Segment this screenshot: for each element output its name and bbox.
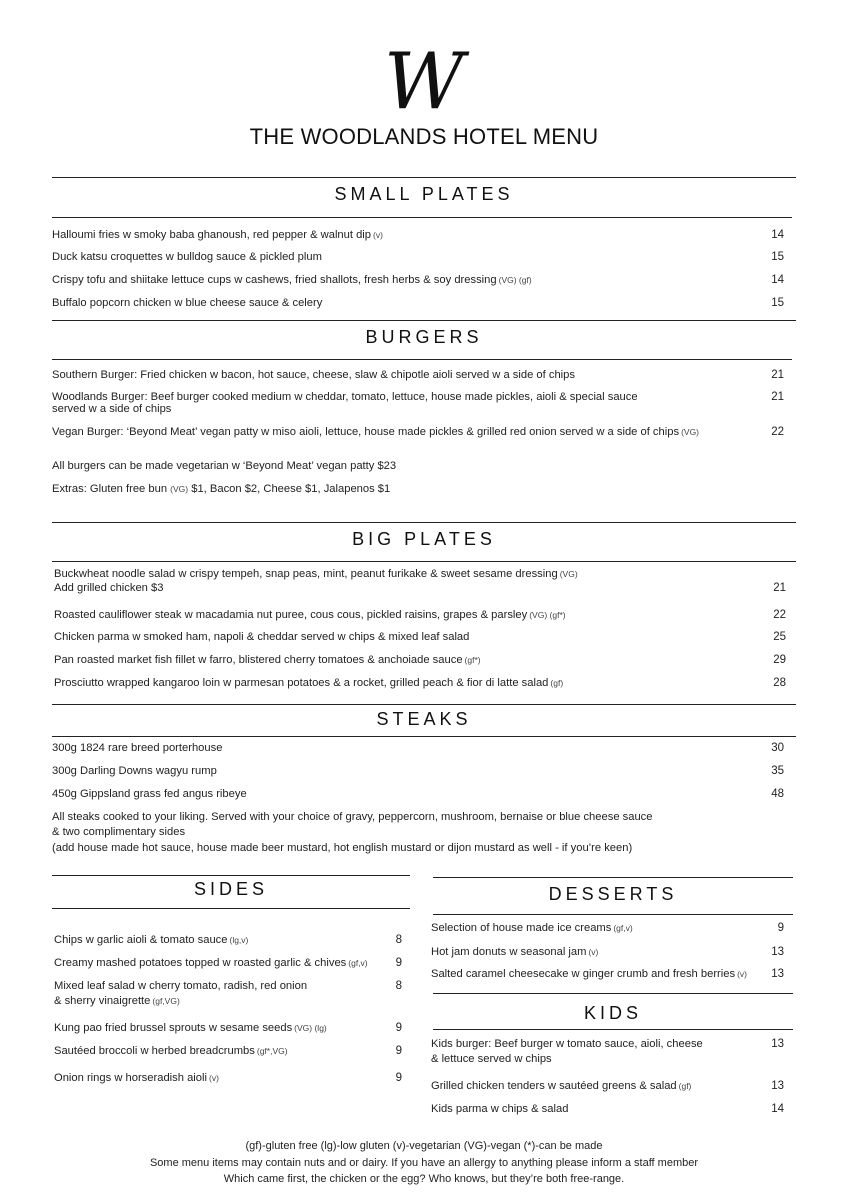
- menu-item: [431, 968, 747, 981]
- menu-item: [52, 229, 383, 242]
- item-price: 29: [773, 654, 786, 666]
- item-description: Buckwheat noodle salad w crispy tempeh, snap peas, mint, peanut furikake & sweet sesame dressing: [54, 568, 558, 580]
- divider: [52, 704, 796, 705]
- menu-item: [431, 1080, 691, 1093]
- menu-item: [431, 946, 598, 959]
- item-price: 8: [395, 980, 402, 992]
- item-description: Creamy mashed potatoes topped w roasted garlic & chives: [54, 957, 347, 969]
- menu-title: THE WOODLANDS HOTEL MENU: [249, 124, 599, 149]
- divider: [52, 875, 410, 876]
- item-description: Chips w garlic aioli & tomato sauce: [54, 934, 228, 946]
- menu-item: [54, 568, 578, 581]
- item-description-continued: [54, 995, 180, 1008]
- extras-text: $1, Bacon $2, Cheese $1, Jalapenos $1: [191, 483, 391, 495]
- steak-note: & two complimentary sides: [52, 826, 186, 838]
- divider: [433, 877, 793, 878]
- dietary-tags: (gf,v): [348, 958, 368, 968]
- menu-item: [54, 677, 563, 690]
- steak-note: All steaks cooked to your liking. Served with your choice of gravy, peppercorn, mushroom, bernaise or blue cheese sauce: [52, 811, 653, 823]
- item-price: 9: [395, 957, 402, 969]
- item-description: Southern Burger: Fried chicken w bacon, hot sauce, cheese, slaw & chipotle aioli served w a side of chips: [52, 369, 575, 381]
- item-description: Onion rings w horseradish aioli: [54, 1072, 207, 1084]
- menu-item: [52, 297, 322, 310]
- item-price: 9: [777, 922, 784, 934]
- item-description: 300g 1824 rare breed porterhouse: [52, 742, 223, 754]
- divider: [52, 320, 796, 321]
- dietary-tags: (gf*): [464, 655, 481, 665]
- item-price: 9: [395, 1022, 402, 1034]
- section-heading-burgers: BURGERS: [365, 327, 483, 347]
- item-price: 14: [771, 1103, 784, 1115]
- item-description: Sautéed broccoli w herbed breadcrumbs: [54, 1045, 255, 1057]
- item-price: 14: [771, 274, 784, 286]
- item-description: Grilled chicken tenders w sautéed greens & salad: [431, 1080, 677, 1092]
- section-heading-steaks: STEAKS: [376, 709, 472, 729]
- item-description: 450g Gippsland grass fed angus ribeye: [52, 788, 247, 800]
- dietary-tags: (VG) (gf*): [529, 610, 566, 620]
- item-description: Duck katsu croquettes w bulldog sauce & pickled plum: [52, 251, 322, 263]
- item-description: Hot jam donuts w seasonal jam: [431, 946, 587, 958]
- dietary-tags: (lg,v): [229, 935, 249, 945]
- item-description: Selection of house made ice creams: [431, 922, 612, 934]
- dietary-tags: (v): [373, 230, 383, 240]
- item-description-continued: & lettuce served w chips: [431, 1053, 552, 1065]
- item-price: 15: [771, 251, 784, 263]
- item-description: Chicken parma w smoked ham, napoli & cheddar served w chips & mixed leaf salad: [54, 631, 470, 643]
- menu-item: [52, 788, 247, 801]
- item-description: Vegan Burger: ‘Beyond Meat’ vegan patty w miso aioli, lettuce, house made pickles & grilled red onion served w a side of chips: [52, 426, 680, 438]
- item-description-continued: Add grilled chicken $3: [54, 582, 164, 594]
- menu-item: [54, 1022, 327, 1035]
- dietary-tags: (v): [737, 969, 748, 979]
- footer-tagline: Which came first, the chicken or the egg? Who knows, but they’re both free-range.: [223, 1173, 625, 1185]
- item-price: 28: [773, 677, 786, 689]
- dietary-tags: (gf,VG): [152, 996, 180, 1006]
- allergy-notice: Some menu items may contain nuts and or dairy. If you have an allergy to anything please inform a staff member: [149, 1157, 699, 1169]
- dietary-tags: (VG): [559, 569, 578, 579]
- menu-item: [52, 426, 699, 439]
- item-description: Salted caramel cheesecake w ginger crumb and fresh berries: [431, 968, 736, 980]
- dietary-tags: (v): [588, 947, 599, 957]
- burger-vegetarian-note: All burgers can be made vegetarian w ‘Beyond Meat’ vegan patty $23: [52, 460, 397, 472]
- menu-item: [431, 922, 633, 935]
- item-price: 9: [395, 1045, 402, 1057]
- section-heading-big-plates: BIG PLATES: [352, 529, 496, 549]
- steak-note: (add house made hot sauce, house made beer mustard, hot english mustard or dijon mustard as well - if you’re keen): [52, 842, 633, 854]
- item-price: 48: [771, 788, 784, 800]
- item-description: Kids burger: Beef burger w tomato sauce, aioli, cheese: [431, 1038, 703, 1050]
- item-price: 14: [771, 229, 784, 241]
- divider: [433, 1029, 793, 1030]
- section-heading-sides: SIDES: [193, 879, 269, 899]
- item-price: 13: [771, 1038, 784, 1050]
- item-description: 300g Darling Downs wagyu rump: [52, 765, 217, 777]
- item-price: 22: [773, 609, 786, 621]
- item-description: Pan roasted market fish fillet w farro, blistered cherry tomatoes & anchoiade sauce: [54, 654, 463, 666]
- menu-item: [54, 654, 481, 667]
- item-price: 21: [773, 582, 786, 594]
- menu-item: [54, 980, 307, 993]
- dietary-tags: (VG): [170, 484, 189, 494]
- divider: [52, 177, 796, 178]
- item-price: 30: [771, 742, 784, 754]
- extras-text: Extras: Gluten free bun: [52, 483, 168, 495]
- divider: [433, 993, 793, 994]
- menu-item: [54, 631, 469, 644]
- item-description: Halloumi fries w smoky baba ghanoush, red pepper & walnut dip: [52, 229, 372, 241]
- item-description: Crispy tofu and shiitake lettuce cups w cashews, fried shallots, fresh herbs & soy dressing: [52, 274, 497, 286]
- divider: [433, 914, 793, 915]
- item-price: 21: [771, 369, 784, 381]
- item-description: Mixed leaf salad w cherry tomato, radish, red onion: [54, 980, 308, 992]
- menu-item: [54, 1045, 288, 1058]
- item-description: Woodlands Burger: Beef burger cooked medium w cheddar, tomato, lettuce, house made pickles, aioli & special sauce: [52, 391, 638, 403]
- item-price: 21: [771, 391, 784, 403]
- menu-item: [54, 609, 566, 622]
- burger-extras-note: [52, 483, 390, 496]
- divider: [52, 561, 796, 562]
- item-description: & sherry vinaigrette: [54, 995, 151, 1007]
- item-description: Kung pao fried brussel sprouts w sesame seeds: [54, 1022, 293, 1034]
- menu-item: [54, 1072, 219, 1085]
- dietary-tags: (gf): [678, 1081, 692, 1091]
- item-price: 13: [771, 1080, 784, 1092]
- dietary-tags: (gf,v): [613, 923, 633, 933]
- item-price: 15: [771, 297, 784, 309]
- dietary-tags: (v): [208, 1073, 219, 1083]
- menu-item: [54, 934, 248, 947]
- section-heading-small-plates: SMALL PLATES: [334, 184, 514, 204]
- item-price: 22: [771, 426, 784, 438]
- item-price: 13: [771, 946, 784, 958]
- divider: [52, 736, 796, 737]
- item-description: Buffalo popcorn chicken w blue cheese sauce & celery: [52, 297, 323, 309]
- menu-item: [54, 957, 368, 970]
- menu-item: [52, 251, 322, 264]
- menu-item: [52, 742, 222, 755]
- menu-item: [431, 1103, 568, 1116]
- item-price: 25: [773, 631, 786, 643]
- item-price: 35: [771, 765, 784, 777]
- menu-item: [52, 765, 217, 778]
- dietary-tags: (VG): [681, 427, 700, 437]
- item-price: 13: [771, 968, 784, 980]
- divider: [52, 217, 792, 218]
- section-heading-desserts: DESSERTS: [548, 884, 678, 904]
- item-price: 9: [395, 1072, 402, 1084]
- dietary-tags: (VG) (gf): [498, 275, 532, 285]
- dietary-tags: (gf): [550, 678, 564, 688]
- section-heading-kids: KIDS: [583, 1003, 642, 1023]
- divider: [52, 522, 796, 523]
- divider: [52, 908, 410, 909]
- item-description-continued: served w a side of chips: [52, 403, 172, 415]
- dietary-tags: (gf*,VG): [256, 1046, 288, 1056]
- menu-item: [52, 274, 532, 287]
- item-description: Prosciutto wrapped kangaroo loin w parmesan potatoes & a rocket, grilled peach & fior di latte salad: [54, 677, 549, 689]
- item-description: Kids parma w chips & salad: [431, 1103, 569, 1115]
- hotel-logo: W: [383, 37, 465, 127]
- item-description: Roasted cauliflower steak w macadamia nut puree, cous cous, pickled raisins, grapes & parsley: [54, 609, 528, 621]
- menu-item: [52, 369, 575, 382]
- dietary-legend: (gf)-gluten free (lg)-low gluten (v)-vegetarian (VG)-vegan (*)-can be made: [245, 1140, 603, 1152]
- item-price: 8: [395, 934, 402, 946]
- divider: [52, 359, 792, 360]
- dietary-tags: (VG) (lg): [294, 1023, 327, 1033]
- menu-item: [431, 1038, 703, 1051]
